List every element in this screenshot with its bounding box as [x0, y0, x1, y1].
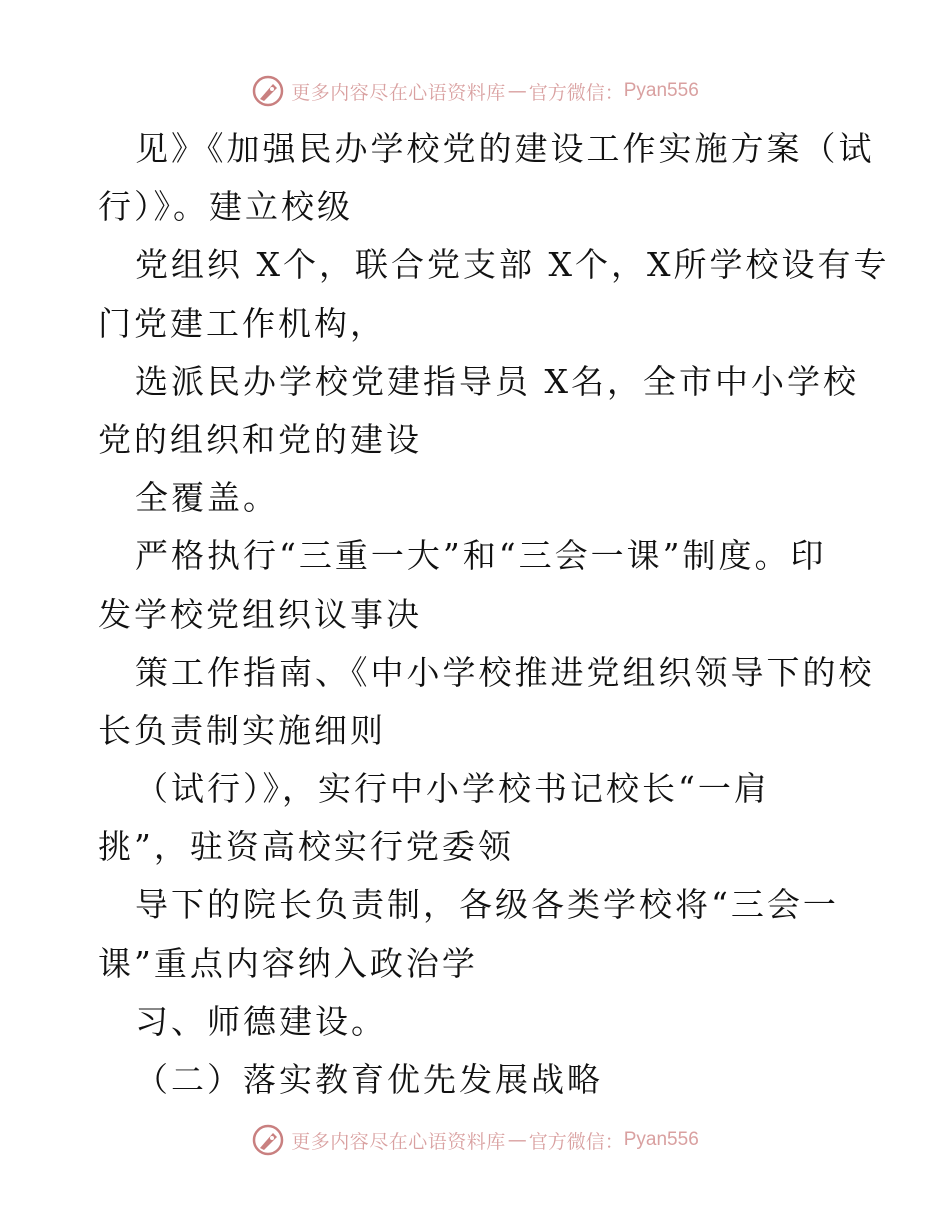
watermark-wechat-id: Pyan556 — [623, 1129, 699, 1150]
watermark-separator: — — [507, 1129, 527, 1151]
text-line: 习、师德建设。 — [135, 1001, 387, 1041]
text-line: 全覆盖。 — [135, 478, 279, 518]
pen-nib-logo-icon — [251, 74, 285, 108]
watermark-wechat-id: Pyan556 — [623, 80, 699, 101]
text-line: 选派民办学校党建指导员 X名，全市中小学校 — [135, 361, 859, 401]
document-body — [98, 120, 890, 1109]
text-line: 挑”，驻资高校实行党委领 — [98, 827, 514, 867]
watermark-separator: — — [507, 80, 527, 102]
section-heading: （二）落实教育优先发展战略 — [135, 1060, 603, 1099]
text-line: 发学校党组织议事决 — [98, 594, 422, 634]
text-line: 见》《加强民办学校党的建设工作实施方案（试 — [135, 129, 875, 168]
watermark-wechat-label: 官方微信： — [528, 81, 624, 104]
text-line: 党的组织和党的建设 — [98, 419, 422, 459]
text-line: 党组织 X个，联合党支部 X个，X所学校设有专 — [135, 245, 890, 285]
text-line: 严格执行“三重一大”和“三会一课”制度。印 — [135, 536, 827, 576]
watermark-text: 更多内容尽在心语资料库 — [291, 1130, 506, 1153]
text-line: 行）》。建立校级 — [98, 187, 353, 227]
text-line: 长负责制实施细则 — [98, 710, 386, 750]
text-line: 导下的院长负责制，各级各类学校将“三会一 — [135, 885, 839, 925]
text-line: 策工作指南、《中小学校推进党组织领导下的校 — [135, 652, 875, 692]
pen-nib-logo-icon — [251, 1123, 285, 1157]
text-line: （试行）》，实行中小学校书记校长“一肩 — [135, 769, 770, 809]
text-line: 课”重点内容纳入政治学 — [98, 943, 478, 983]
footer-watermark — [0, 1120, 950, 1160]
text-line: 门党建工作机构， — [98, 303, 386, 343]
header-watermark — [0, 71, 950, 111]
watermark-text: 更多内容尽在心语资料库 — [291, 81, 506, 104]
watermark-wechat-label: 官方微信： — [528, 1130, 624, 1153]
